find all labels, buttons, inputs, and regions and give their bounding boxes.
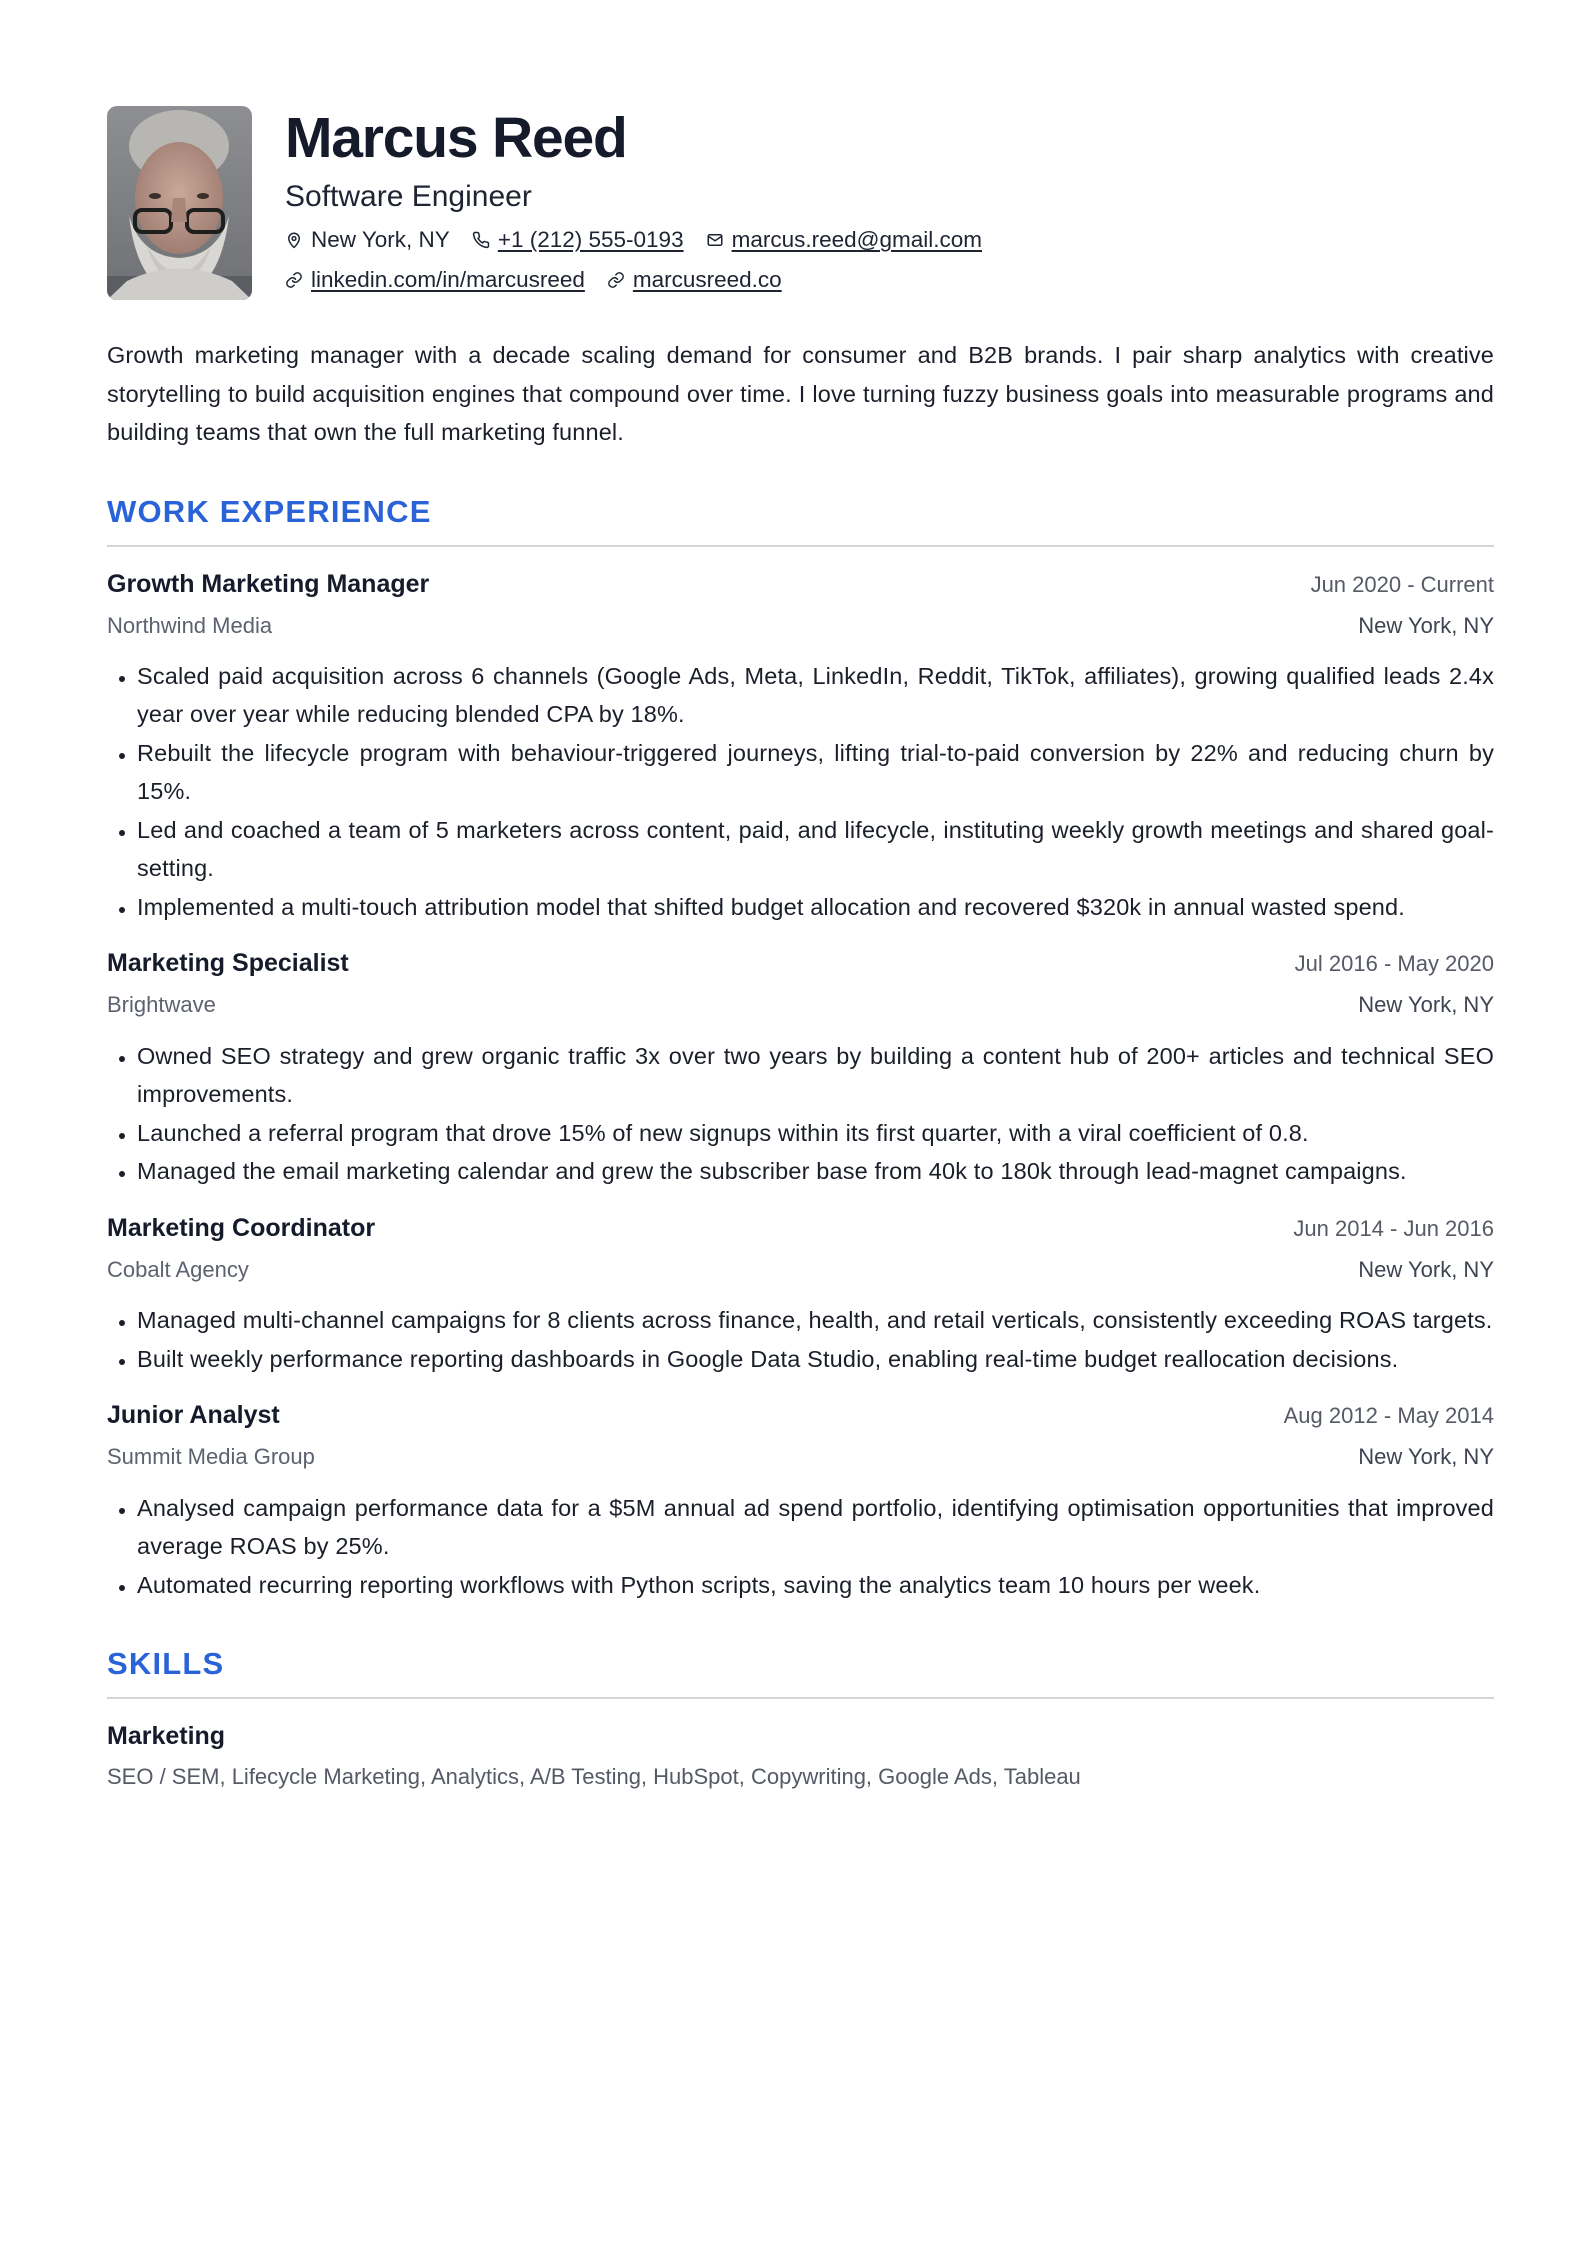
link-icon [285,271,303,289]
link-icon [607,271,625,289]
contact-linkedin[interactable] [285,266,585,292]
job-bullet: • Managed the email marketing calendar and grew the subscriber base from 40k to 180k through lead-magnet campaigns. [137,1152,1494,1191]
job-bullets [107,1301,1494,1378]
job-bullet: • Launched a referral program that drove 15% of new signups within its first quarter, with a viral coefficient of 0.8. [137,1114,1494,1153]
job-company: Summit Media Group [107,1444,315,1470]
job-bullet: • Built weekly performance reporting dashboards in Google Data Studio, enabling real-time budget reallocation decisions. [137,1340,1494,1379]
job-dates: Jun 2020 - Current [1310,571,1494,597]
job-title: Growth Marketing Manager [107,569,430,598]
job-entry [107,1213,1494,1378]
job-title: Marketing Specialist [107,949,349,978]
email-link[interactable]: marcus.reed@gmail.com [731,227,983,252]
job-bullet: • Analysed campaign performance data for a $5M annual ad spend portfolio, identifying optimisation opportunities that improved average ROAS by 25%. [137,1489,1494,1566]
contact-row-secondary [285,266,1004,292]
contact-website[interactable] [607,266,782,292]
job-bullets [107,1489,1494,1605]
map-pin-icon [285,231,303,249]
contact-phone[interactable] [472,229,684,252]
job-title: Marketing Coordinator [107,1213,376,1242]
phone-icon [472,231,490,249]
summary-text: Growth marketing manager with a decade scaling demand for consumer and B2B brands. I pair sharp analytics with creative storytelling to build acquisition engines that compound over time. I love turning fuzzy business goals into measurable programs and building teams that own the full marketing funnel. [107,342,1494,445]
experience-heading: WORK EXPERIENCE [107,493,432,529]
mail-icon [706,231,724,249]
section-divider [107,1697,1494,1699]
job-dates: Aug 2012 - May 2014 [1283,1403,1494,1429]
website-link[interactable]: marcusreed.co [632,266,782,292]
skill-list: SEO / SEM, Lifecycle Marketing, Analytics, A/B Testing, HubSpot, Copywriting, Google Ads, Tableau [107,1764,1081,1790]
job-bullet: • Automated recurring reporting workflows with Python scripts, saving the analytics team 10 hours per week. [137,1566,1494,1605]
contact-row-primary [285,229,1004,252]
job-company: Brightwave [107,992,216,1018]
job-bullet: • Implemented a multi-touch attribution model that shifted budget allocation and recovered $320k in annual wasted spend. [137,888,1494,927]
skills-heading: SKILLS [107,1646,225,1682]
contact-email[interactable] [706,229,982,252]
candidate-name: Marcus Reed [285,106,627,170]
job-location: New York, NY [1358,612,1494,638]
job-dates: Jun 2014 - Jun 2016 [1293,1215,1494,1241]
section-divider [107,545,1494,547]
job-entry [107,569,1494,927]
skills-section [107,1648,1494,1792]
job-company: Cobalt Agency [107,1256,249,1282]
job-bullet: • Scaled paid acquisition across 6 channels (Google Ads, Meta, LinkedIn, Reddit, TikTok, affiliates), growing qualified leads 2.4x year over year while reducing blended CPA by 18%. [137,657,1494,734]
phone-link[interactable]: +1 (212) 555-0193 [497,227,684,252]
contact-location [285,229,450,252]
job-location: New York, NY [1358,1444,1494,1470]
experience-section [107,493,1494,1605]
job-location: New York, NY [1358,1256,1494,1282]
job-title: Junior Analyst [107,1401,280,1430]
candidate-title: Software Engineer [285,180,532,213]
job-bullet: • Led and coached a team of 5 marketers across content, paid, and lifecycle, instituting weekly growth meetings and shared goal-setting. [137,811,1494,888]
job-bullets [107,657,1494,927]
resume-header [107,106,1494,300]
job-entry [107,948,1494,1190]
job-bullet: • Managed multi-channel campaigns for 8 clients across finance, health, and retail verticals, consistently exceeding ROAS targets. [137,1301,1494,1340]
header-info [285,106,1004,291]
job-entry [107,1400,1494,1604]
linkedin-link[interactable]: linkedin.com/in/marcusreed [311,266,585,292]
skill-group [107,1721,1494,1792]
job-company: Northwind Media [107,612,273,638]
job-bullet: • Rebuilt the lifecycle program with behaviour-triggered journeys, lifting trial-to-paid conversion by 22% and reducing churn by 15%. [137,734,1494,811]
profile-photo [107,106,252,300]
resume-page [107,106,1494,1792]
skill-group-name: Marketing [107,1722,226,1751]
job-dates: Jul 2016 - May 2020 [1294,951,1494,977]
location-text: New York, NY [311,227,450,252]
job-bullets [107,1037,1494,1191]
job-bullet: • Owned SEO strategy and grew organic traffic 3x over two years by building a content hub of 200+ articles and technical SEO improvements. [137,1037,1494,1114]
job-location: New York, NY [1358,992,1494,1018]
